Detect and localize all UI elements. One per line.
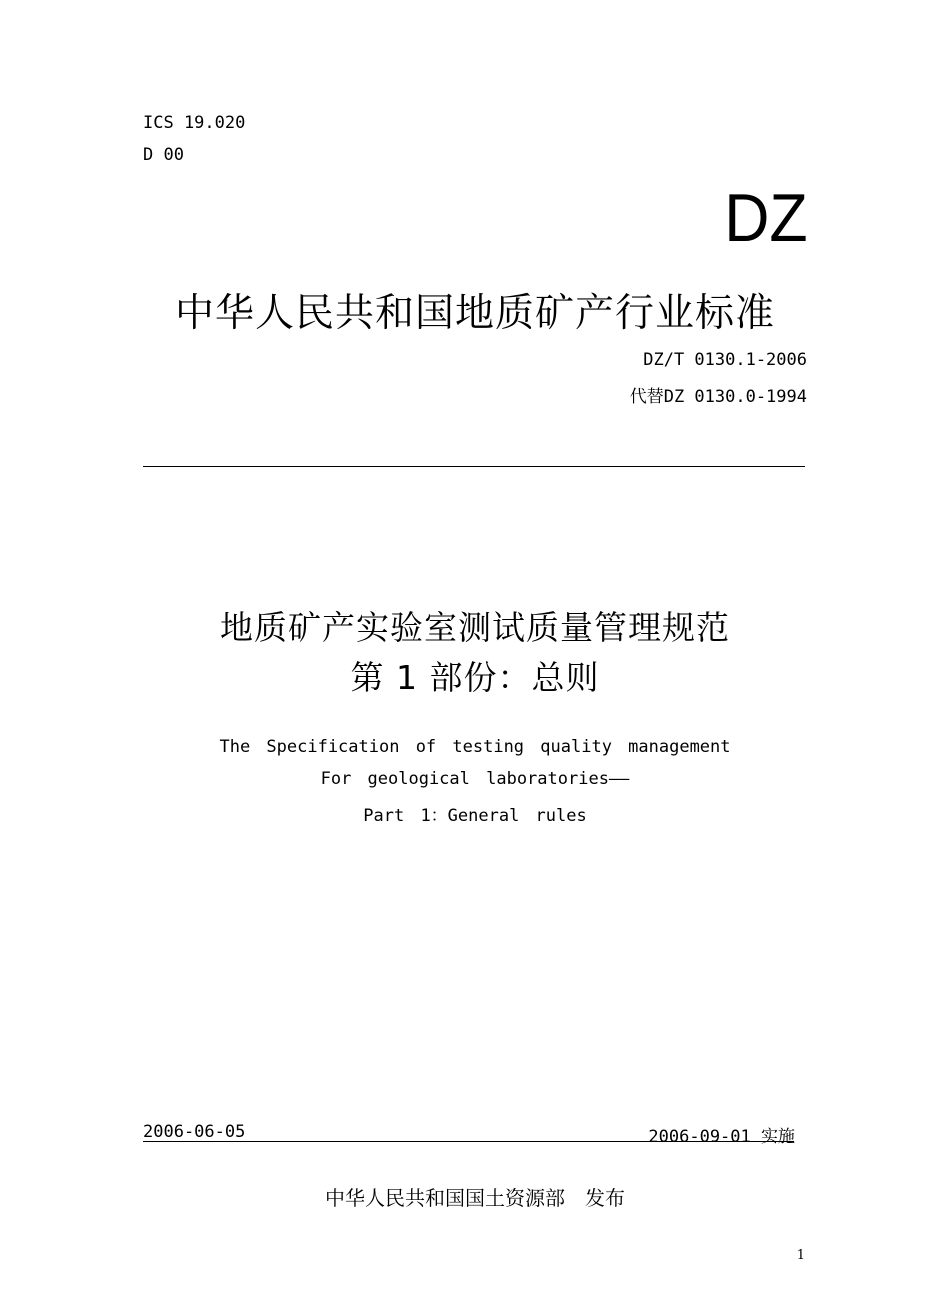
date-divider (143, 1141, 794, 1142)
standard-mark: DZ (724, 180, 808, 256)
ccs-code: D 00 (143, 145, 184, 165)
ics-code: ICS 19.020 (143, 113, 246, 133)
document-title-cn-line1: 地质矿产实验室测试质量管理规范 (220, 608, 730, 647)
document-title-en-line1: The Specification of testing quality management (219, 737, 731, 757)
issue-date: 2006-06-05 (143, 1122, 246, 1142)
document-title-en-line2: For geological laboratories—— (320, 769, 630, 789)
standard-category-title: 中华人民共和国地质矿产行业标准 (174, 291, 775, 336)
page-number: 1 (796, 1248, 805, 1263)
document-title-cn-line2: 第 1 部份：总则 (350, 658, 600, 697)
standard-number: DZ/T 0130.1-2006 (643, 350, 807, 370)
document-title-en-line3: Part 1：General rules (363, 806, 587, 826)
replaces-standard: 代替DZ 0130.0-1994 (629, 387, 807, 407)
header-divider (143, 466, 805, 467)
implementation-date: 2006-09-01 实施 (648, 1127, 795, 1147)
publisher: 中华人民共和国国土资源部 发布 (325, 1186, 625, 1210)
